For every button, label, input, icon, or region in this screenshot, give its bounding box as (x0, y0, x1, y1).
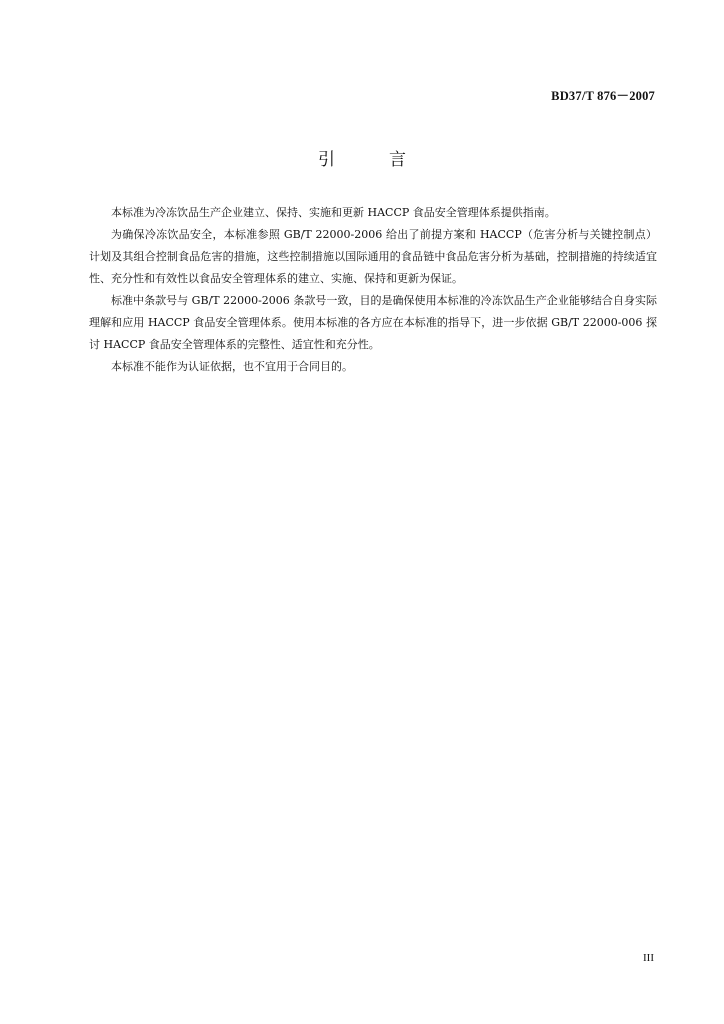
standard-code: BD37/T 876－2007 (551, 89, 655, 103)
paragraph-clause-numbers: 标准中条款号与 GB/T 22000-2006 条款号一致，目的是确保使用本标准的冷冻饮品生产企业能够结合自身实际理解和应用 HACCP 食品安全管理体系。使用本标准的各方应在本标准的指导下，进一步依据 GB/T 22000-006 探讨 HACCP 食品安全管理体系的完整性、适宜性和充分性。 (89, 294, 657, 351)
title-char-1: 引 (318, 150, 335, 170)
paragraph-certification: 本标准不能作为认证依据，也不宜用于合同目的。 (111, 360, 353, 373)
title-char-2: 言 (389, 150, 406, 170)
paragraph-basis: 为确保冷冻饮品安全，本标准参照 GB/T 22000-2006 给出了前提方案和 HACCP（危害分析与关键控制点）计划及其组合控制食品危害的措施，这些控制措施以国际通用的食品链中食品危害分析为基础，控制措施的持续适宜性、充分性和有效性以食品安全管理体系的建立、实施、保持和更新为保证。 (89, 228, 657, 285)
page-number: III (643, 952, 654, 964)
paragraph-scope: 本标准为冷冻饮品生产企业建立、保持、实施和更新 HACCP 食品安全管理体系提供指南。 (111, 206, 556, 219)
page-title (0, 145, 724, 170)
introduction-body (89, 202, 657, 378)
